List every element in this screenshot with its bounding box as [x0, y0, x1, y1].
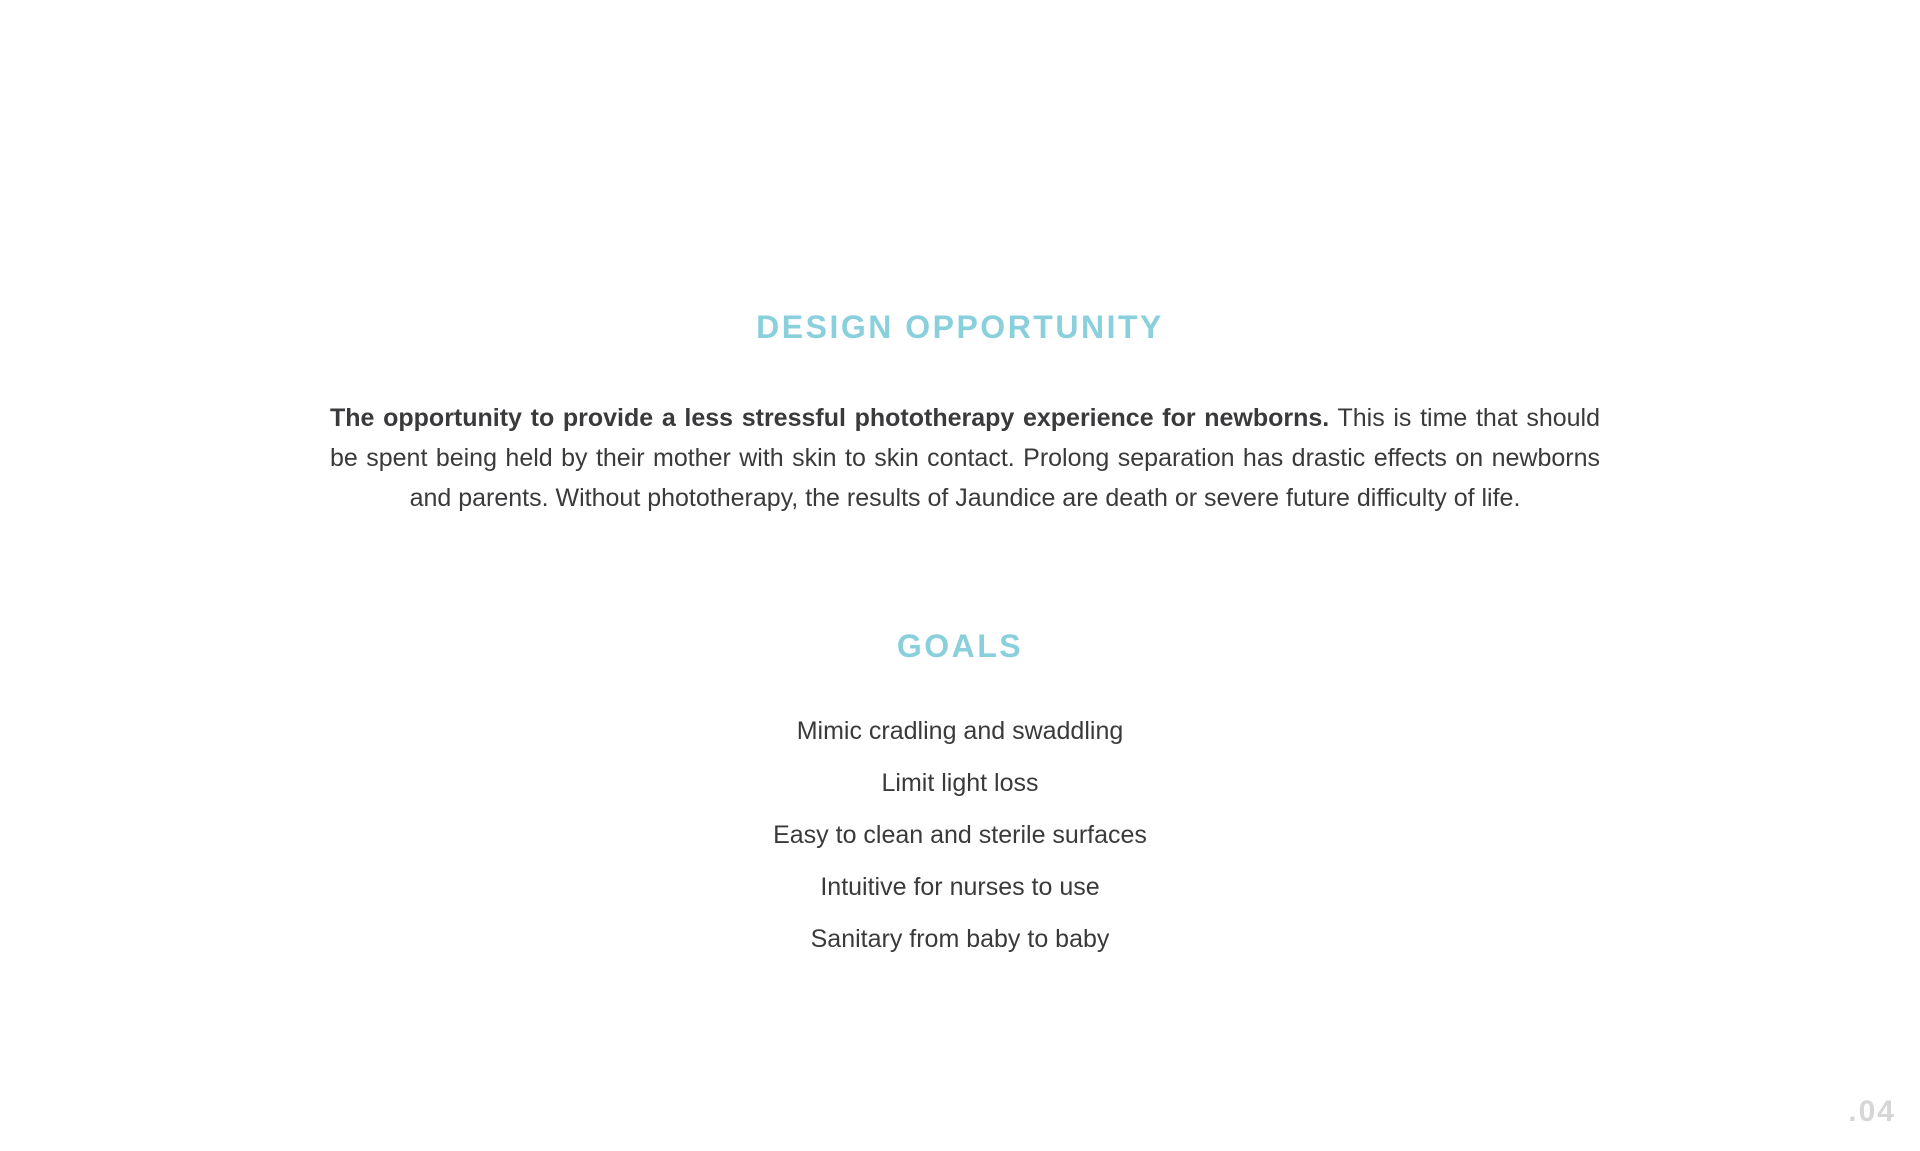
goal-item: Sanitary from baby to baby — [810, 925, 1110, 953]
goal-item: Limit light loss — [881, 769, 1039, 797]
design-opportunity-heading: DESIGN OPPORTUNITY — [756, 309, 1164, 345]
design-opportunity-body: This is time that should be spent being held by their mother with skin to skin contact. Prolong separation has drastic effects on newborns and parents. Without phototherapy, the results of Jaundice are death or severe future difficulty of life. — [330, 404, 1601, 512]
page-number: .04 — [1848, 1095, 1896, 1128]
goal-item: Easy to clean and sterile surfaces — [773, 821, 1147, 849]
goals-heading: GOALS — [896, 628, 1024, 664]
design-opportunity-paragraph — [330, 398, 1600, 518]
goal-item: Mimic cradling and swaddling — [796, 717, 1124, 745]
goal-item: Intuitive for nurses to use — [820, 873, 1100, 901]
design-opportunity-lead: The opportunity to provide a less stressful phototherapy experience for newborns. — [330, 404, 1330, 432]
goals-list — [0, 711, 1920, 971]
